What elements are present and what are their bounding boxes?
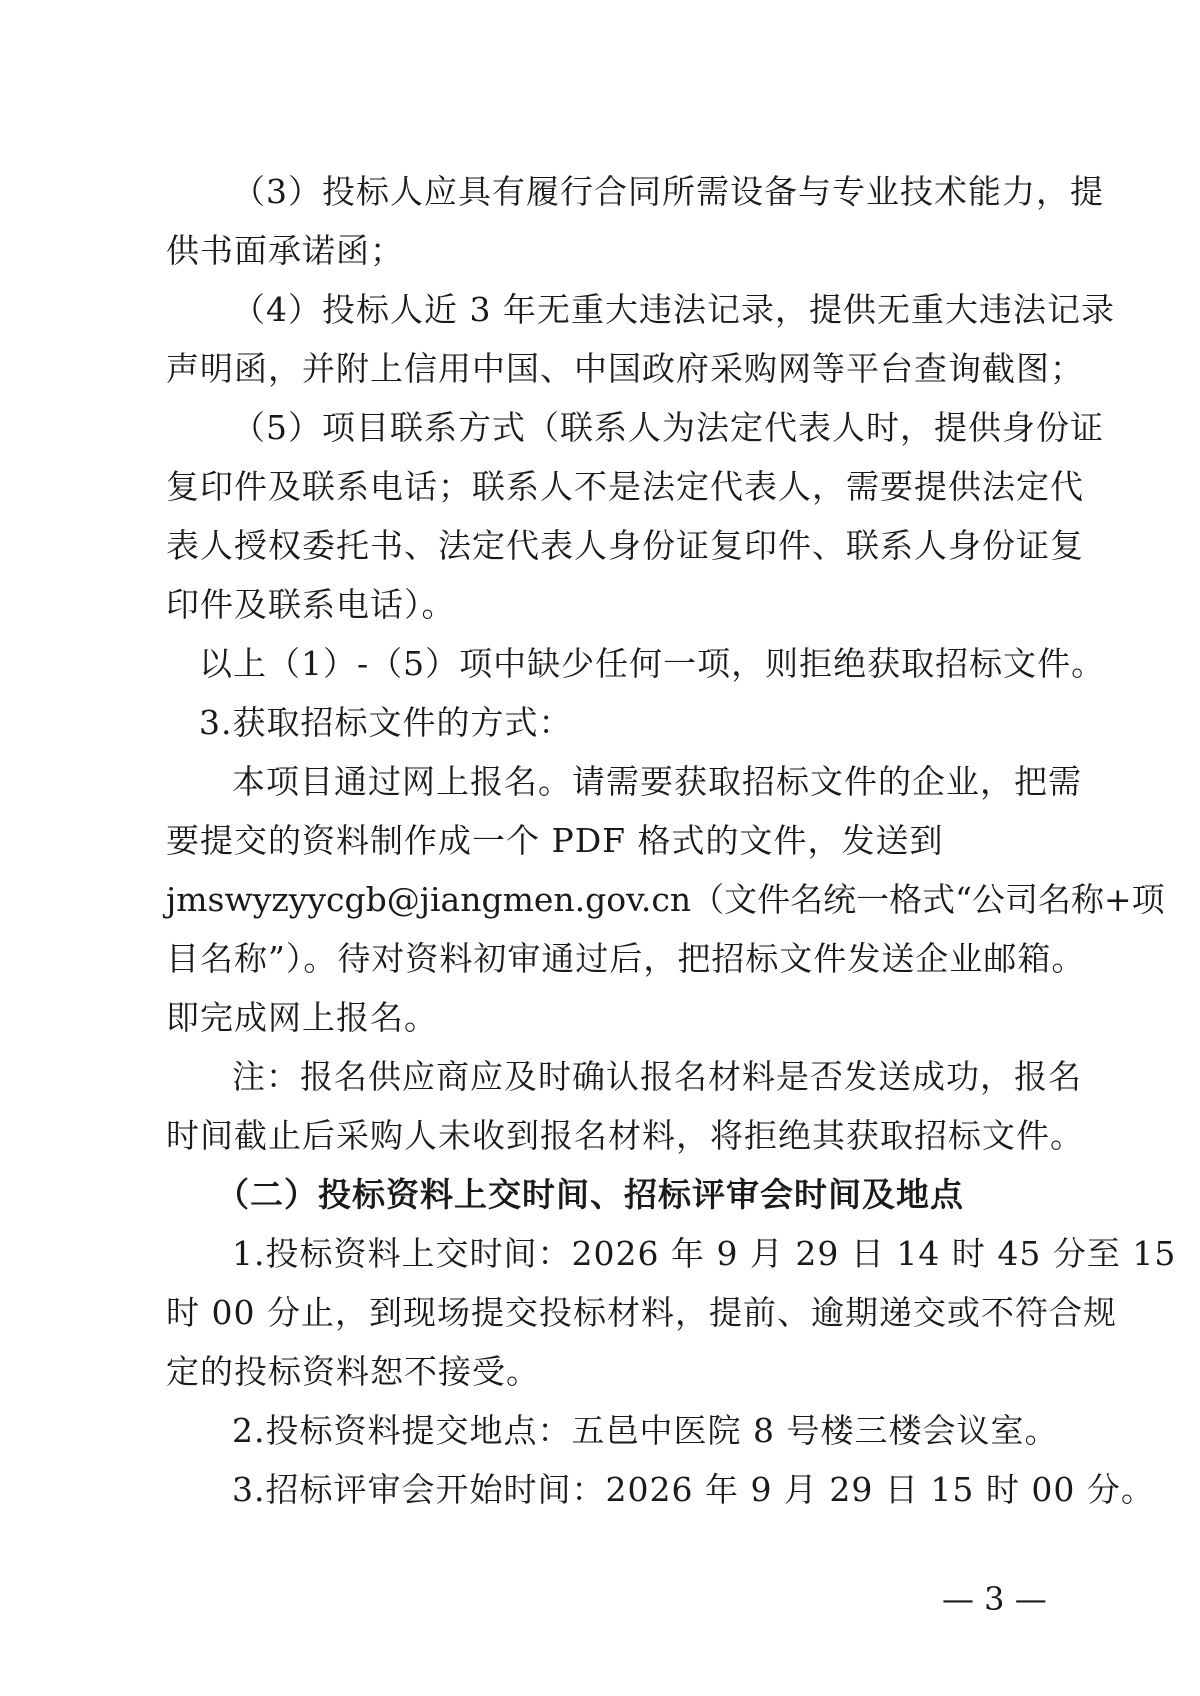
paragraph-submit-time [166, 1224, 1177, 1401]
text-line: 声明函，并附上信用中国、中国政府采购网等平台查询截图； [166, 349, 1084, 388]
text-line: 目名称”）。待对资料初审通过后，把招标文件发送企业邮箱。 [166, 939, 1086, 978]
text-line: 2.投标资料提交地点：五邑中医院 8 号楼三楼会议室。 [232, 1411, 1059, 1450]
text-line: 时 00 分止，到现场提交投标材料，提前、逾期递交或不符合规 [166, 1293, 1117, 1332]
text-line: 即完成网上报名。 [166, 998, 438, 1037]
paragraph-missing-note [166, 634, 1106, 693]
section-heading: 3.获取招标文件的方式： [199, 703, 573, 742]
paragraph-item-4 [166, 280, 1115, 398]
text-line: （3）投标人应具有履行合同所需设备与专业技术能力，提 [232, 172, 1104, 211]
text-line: 印件及联系电话）。 [166, 585, 456, 624]
text-line: 表人授权委托书、法定代表人身份证复印件、联系人身份证复 [166, 526, 1084, 565]
paragraph-item-5 [166, 398, 1104, 634]
paragraph-method-title [166, 693, 1046, 752]
text-line: （4）投标人近 3 年无重大违法记录，提供无重大违法记录 [232, 290, 1115, 329]
text-line: 供书面承诺函； [166, 231, 404, 270]
text-line: 以上（1）-（5）项中缺少任何一项，则拒绝获取招标文件。 [199, 644, 1106, 683]
text-line: 复印件及联系电话；联系人不是法定代表人，需要提供法定代 [166, 467, 1084, 506]
text-line-email: jmswyzyycgb@jiangmen.gov.cn（文件名统一格式“公司名称+项 [166, 880, 1165, 919]
page-number: — 3 — [942, 1580, 1047, 1618]
paragraph-method-body [166, 752, 1165, 1047]
section-heading: （二）投标资料上交时间、招标评审会时间及地点 [216, 1175, 964, 1214]
text-line: （5）项目联系方式（联系人为法定代表人时，提供身份证 [232, 408, 1104, 447]
paragraph-notice [166, 1047, 1084, 1165]
text-line: 1.投标资料上交时间：2026 年 9 月 29 日 14 时 45 分至 15 [232, 1234, 1177, 1273]
paragraph-item-3 [166, 162, 1104, 280]
text-line: 3.招标评审会开始时间：2026 年 9 月 29 日 15 时 00 分。 [232, 1470, 1155, 1509]
paragraph-review-time [166, 1460, 1155, 1519]
paragraph-section-2-heading [166, 1165, 1046, 1224]
paragraph-submit-place [166, 1401, 1059, 1460]
document-body [166, 162, 1177, 1519]
text-line: 要提交的资料制作成一个 PDF 格式的文件，发送到 [166, 821, 944, 860]
text-line: 时间截止后采购人未收到报名材料，将拒绝其获取招标文件。 [166, 1116, 1084, 1155]
text-line: 定的投标资料恕不接受。 [166, 1352, 540, 1391]
text-line: 本项目通过网上报名。请需要获取招标文件的企业，把需 [232, 762, 1082, 801]
text-line: 注：报名供应商应及时确认报名材料是否发送成功，报名 [232, 1057, 1082, 1096]
